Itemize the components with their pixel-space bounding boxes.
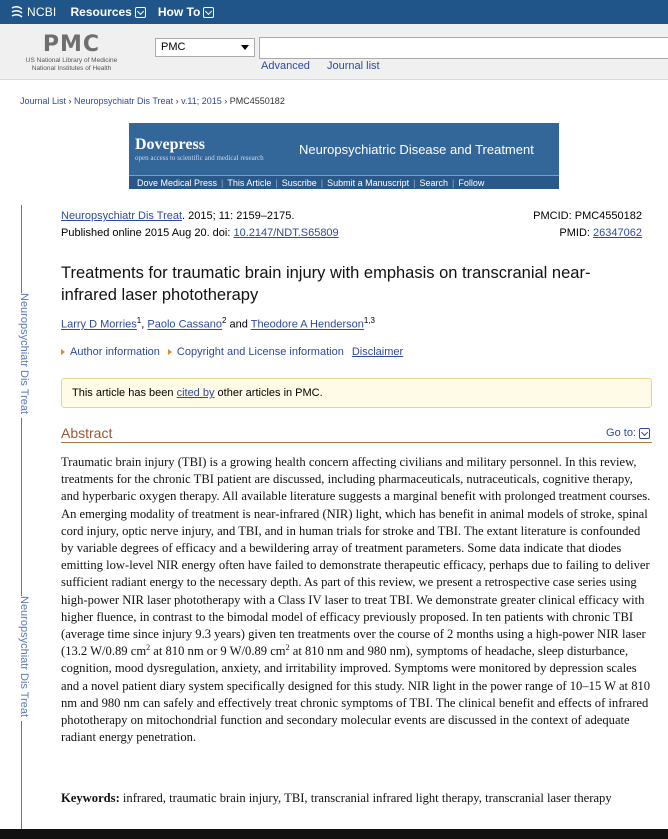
breadcrumb-separator: › (66, 96, 75, 106)
citation-ids (460, 208, 642, 242)
abstract-part: at 810 nm or 9 W/0.89 cm (150, 644, 286, 659)
resources-label: Resources (70, 5, 132, 19)
banner-nav-submit[interactable]: Submit a Manuscript (327, 177, 410, 188)
author-link[interactable]: Larry D Morries (61, 318, 137, 331)
abstract-text (61, 454, 652, 746)
breadcrumb-separator: › (173, 96, 182, 106)
pmc-logo-line2: National Institutes of Health (31, 65, 112, 72)
superscript: 2 (146, 643, 151, 653)
search-input[interactable] (259, 37, 668, 59)
banner-nav-separator: | (221, 177, 224, 188)
database-select[interactable] (155, 38, 255, 57)
side-rule (21, 721, 22, 829)
doi-link[interactable]: 10.2147/NDT.S65809 (233, 227, 339, 239)
cited-by-post: other articles in PMC. (214, 387, 323, 399)
abstract-heading: Abstract (61, 425, 113, 441)
citation-info (61, 208, 339, 242)
pmc-logo[interactable] (14, 33, 129, 73)
pmc-logo-text: PMC (42, 32, 101, 57)
superscript: 2 (285, 643, 290, 653)
banner-nav-separator: | (413, 177, 416, 188)
author-list: Larry D Morries$^1$, Paolo Cassano$^2$ and Theodore A Henderson$^{1,3}$ (61, 316, 375, 331)
dovepress-name: Dovepress (135, 136, 205, 153)
dovepress-tagline: open access to scientific and medical research (135, 154, 264, 162)
citation-journal-link[interactable]: Neuropsychiatr Dis Treat (61, 210, 183, 222)
breadcrumb-current: PMC4550182 (229, 96, 285, 106)
banner-nav-dove[interactable]: Dove Medical Press (137, 177, 218, 188)
copyright-toggle[interactable] (168, 346, 344, 358)
side-rule (21, 205, 22, 293)
side-journal-label: Neuropsychiatr Dis Treat (18, 596, 30, 718)
cited-by-pre: This article has been (72, 387, 177, 399)
copyright-label: Copyright and License information (176, 346, 344, 358)
resources-menu[interactable] (70, 5, 145, 19)
search-links (261, 60, 394, 72)
author-link[interactable]: Theodore A Henderson (250, 318, 364, 331)
pmid-link[interactable]: 26347062 (593, 227, 642, 239)
author-affiliation: 1,3 (363, 316, 375, 325)
banner-nav-subscribe[interactable]: Suscribe (281, 177, 317, 188)
chevron-down-icon (639, 428, 650, 439)
article-meta-links (61, 346, 403, 358)
pmid-label: PMID: (559, 227, 594, 239)
journal-banner (129, 123, 559, 189)
author-affiliation: 1 (136, 316, 142, 325)
ncbi-logo[interactable] (10, 5, 56, 19)
breadcrumb-volume[interactable]: v.11; 2015 (181, 96, 222, 106)
abstract-part: at 810 nm and 980 nm), symptoms of headache, sleep disturbance, cognition, mood dysregulation, anxiety, and irritability improved. Symptoms were monitored by depression scales and a novel patient diary system specifically designed for this study. NIR light in the power range of 10–15 W at 810 nm and 980 nm can safely and effectively treat chronic symptoms of TBI. The clinical benefit and effects of infrared phototherapy on mitochondrial function and secondary molecular events are discussed in the context of adequate radiant energy penetration. (61, 644, 651, 745)
journal-list-link[interactable]: Journal list (327, 60, 380, 72)
database-select-value: PMC (161, 41, 186, 53)
banner-nav-search[interactable]: Search (419, 177, 449, 188)
cited-by-notice (61, 378, 652, 408)
author-info-toggle[interactable] (61, 346, 160, 358)
banner-nav-follow[interactable]: Follow (458, 177, 485, 188)
banner-nav (129, 175, 559, 189)
pmc-header (0, 24, 668, 80)
chevron-down-icon (203, 7, 214, 18)
keywords (61, 790, 652, 807)
advanced-search-link[interactable]: Advanced (261, 60, 310, 72)
banner-nav-separator: | (452, 177, 455, 188)
keywords-list: infrared, traumatic brain injury, TBI, transcranial infrared light therapy, transcranial laser therapy (119, 791, 612, 805)
howto-label: How To (157, 5, 201, 19)
side-journal-label: Neuropsychiatr Dis Treat (18, 293, 30, 415)
pmc-logo-line1: US National Library of Medicine (25, 57, 118, 64)
author-info-label: Author information (70, 346, 160, 358)
expand-triangle-icon (168, 349, 172, 355)
banner-nav-separator: | (275, 177, 278, 188)
pmcid-label: PMCID: PMC4550182 (533, 210, 642, 222)
citation-issue: . 2015; 11: 2159–2175. (182, 210, 295, 222)
dovepress-logo[interactable] (129, 136, 299, 162)
disclaimer-link[interactable]: Disclaimer (351, 346, 404, 358)
expand-triangle-icon (61, 349, 65, 355)
breadcrumb-journal[interactable]: Neuropsychiatr Dis Treat (74, 96, 174, 106)
goto-menu[interactable] (606, 427, 650, 439)
published-date: Published online 2015 Aug 20. doi: (61, 227, 234, 239)
ncbi-logo-icon (10, 6, 24, 18)
abstract-header (61, 425, 652, 443)
ncbi-top-bar (0, 0, 668, 24)
ncbi-logo-text: NCBI (27, 5, 57, 19)
breadcrumb-journal-list[interactable]: Journal List (20, 96, 67, 106)
breadcrumb (20, 96, 285, 106)
banner-journal-title: Neuropsychiatric Disease and Treatment (299, 141, 534, 157)
author-link[interactable]: Paolo Cassano (147, 318, 222, 331)
banner-nav-separator: | (320, 177, 324, 188)
keywords-label: Keywords: (61, 791, 120, 805)
dropdown-arrow-icon (241, 45, 249, 50)
chevron-down-icon (135, 7, 146, 18)
window-bottom-bar (0, 829, 668, 839)
banner-nav-article[interactable]: This Article (227, 177, 272, 188)
goto-label: Go to: (606, 427, 636, 439)
howto-menu[interactable] (158, 5, 214, 19)
breadcrumb-separator: › (221, 96, 230, 106)
author-affiliation: 2 (221, 316, 227, 325)
article-title: Treatments for traumatic brain injury with emphasis on transcranial near-infrared laser phototherapy (61, 264, 591, 304)
author-conjunction: and (226, 318, 251, 331)
cited-by-link[interactable]: cited by (176, 387, 215, 399)
abstract-part: Traumatic brain injury (TBI) is a growing health concern affecting civilians and military personnel. In this review, treatments for the chronic TBI patient are discussed, including pharmaceuticals, nutraceuticals, cognitive therapy, and hyperbaric oxygen therapy. All available literature suggests a marginal benefit with prolonged treatment courses. An emerging modality of treatment is near-infrared (NIR) light, which has benefit in animal models of stroke, spinal cord injury, optic nerve injury, and TBI, and in human trials for stroke and TBI. The extant literature is confounded by variable degrees of efficacy and a bewildering array of treatment parameters. Some data indicate that diodes emitting low-level NIR energy often have failed to demonstrate therapeutic efficacy, perhaps due to failing to deliver sufficient radiant energy to the necessary depth. As part of this review, we present a retrospective case series using high-power NIR laser phototherapy with a Class IV laser to treat TBI. We demonstrate greater clinical efficacy with higher fluence, in contrast to the bimodal model of efficacy previously proposed. In ten patients with chronic TBI (average time since injury 9.3 years) given ten treatments over the course of 2 months using a high-power NIR laser (13.2 W/0.89 cm (61, 455, 651, 659)
side-rule (21, 418, 22, 596)
